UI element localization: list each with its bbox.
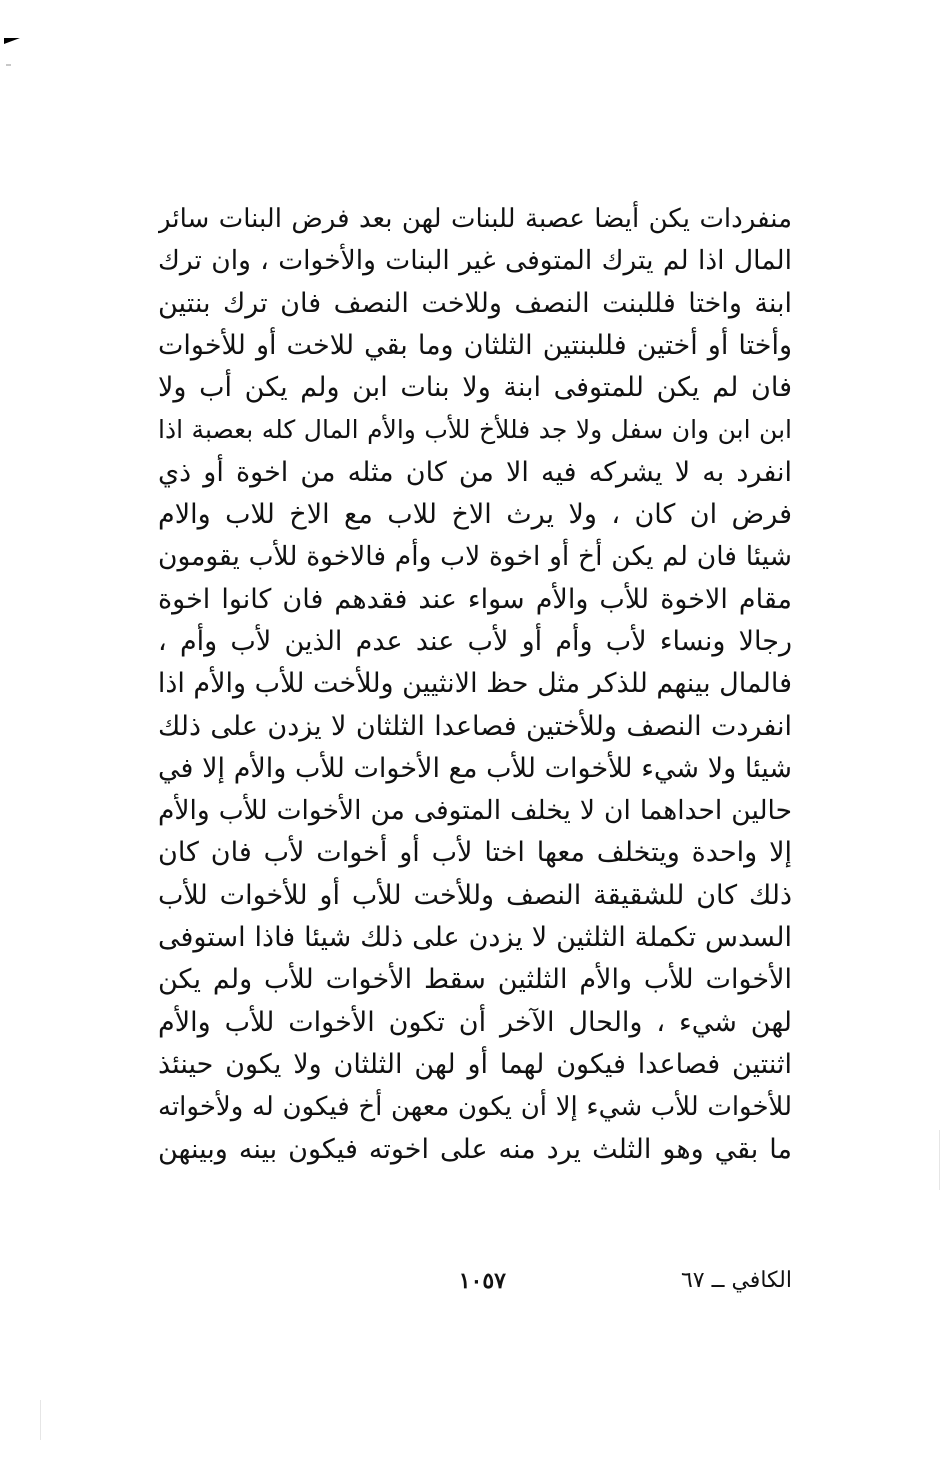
text-line: مقام الاخوة للأب والأم سواء عند فقدهم فان كانوا اخوة (158, 583, 792, 615)
text-line: الأخوات للأب والأم الثلثين سقط الأخوات للأب ولم يكن (158, 964, 792, 996)
text-line: ابنة واختا فللبنت النصف وللاخت النصف فان ترك بنتين (158, 287, 792, 319)
scan-speck (6, 64, 11, 66)
signature-mark: الكافي ــ ٦٧ (680, 1268, 792, 1293)
text-line: فرض ان كان ، ولا يرث الاخ للاب مع الاخ للاب والام (158, 499, 792, 531)
text-line: إلا واحدة ويتخلف معها اختا لأب أو أخوات لأب فان كان (158, 837, 792, 869)
text-line: حالين احداهما ان لا يخلف المتوفى من الأخوات للأب والأم (158, 795, 792, 827)
text-line: رجالا ونساء لأب وأم أو لأب عند عدم الذين لأب وأم ، (158, 625, 792, 657)
text-line: لهن شيء ، والحال الآخر أن تكون الأخوات للأب والأم (158, 1006, 792, 1038)
page-footer (158, 1268, 792, 1308)
scan-edge (939, 1130, 940, 1190)
text-line: منفردات يكن أيضا عصبة للبنات لهن بعد فرض البنات سائر (158, 204, 792, 234)
text-line: شيئا ولا شيء للأخوات للأب مع الأخوات للأب والأم إلا في (158, 752, 792, 784)
text-line: ابن ابن وان سفل ولا جد فللأخ للأب والأم المال كله بعصبة اذا (158, 415, 792, 445)
text-line: المال اذا لم يترك المتوفى غير البنات والأخوات ، وان ترك (158, 245, 792, 277)
text-line: للأخوات للأب شيء إلا أن يكون معهن أخ فيكون له ولأخواته (158, 1092, 792, 1123)
text-line: فالمال بينهم للذكر مثل حظ الانثيين وللأخت للأب والأم اذا (158, 668, 792, 700)
text-line: ما بقي وهو الثلث يرد منه على اخوته فيكون بينه وبينهن (158, 1133, 792, 1165)
text-line: اثنتين فصاعدا فيكون لهما أو لهن الثلثان ولا يكون حينئذ (158, 1048, 792, 1080)
text-line: انفرد به لا يشركه فيه الا من كان مثله من اخوة أو ذي (158, 456, 792, 488)
text-line: السدس تكملة الثلثين لا يزدن على ذلك شيئا فاذا استوفى (158, 922, 792, 954)
text-line: شيئا فان لم يكن أخ أو اخوة لاب وأم فالاخوة للأب يقومون (158, 541, 792, 573)
body-text (158, 198, 792, 1171)
text-line: وأختا أو أختين فللبنتين الثلثان وما بقي للاخت أو للأخوات (158, 329, 792, 361)
text-line: فان لم يكن للمتوفى ابنة ولا بنات ابن ولم يكن أب ولا (158, 372, 792, 404)
corner-arrow-icon (4, 38, 20, 44)
text-line: انفردت النصف وللأختين فصاعدا الثلثان لا يزدن على ذلك (158, 710, 792, 742)
page-number: ١٠٥٧ (458, 1268, 506, 1294)
scan-edge (40, 1400, 41, 1440)
text-line: ذلك كان للشقيقة النصف وللأخت للأب أو للأخوات للأب (158, 879, 792, 911)
